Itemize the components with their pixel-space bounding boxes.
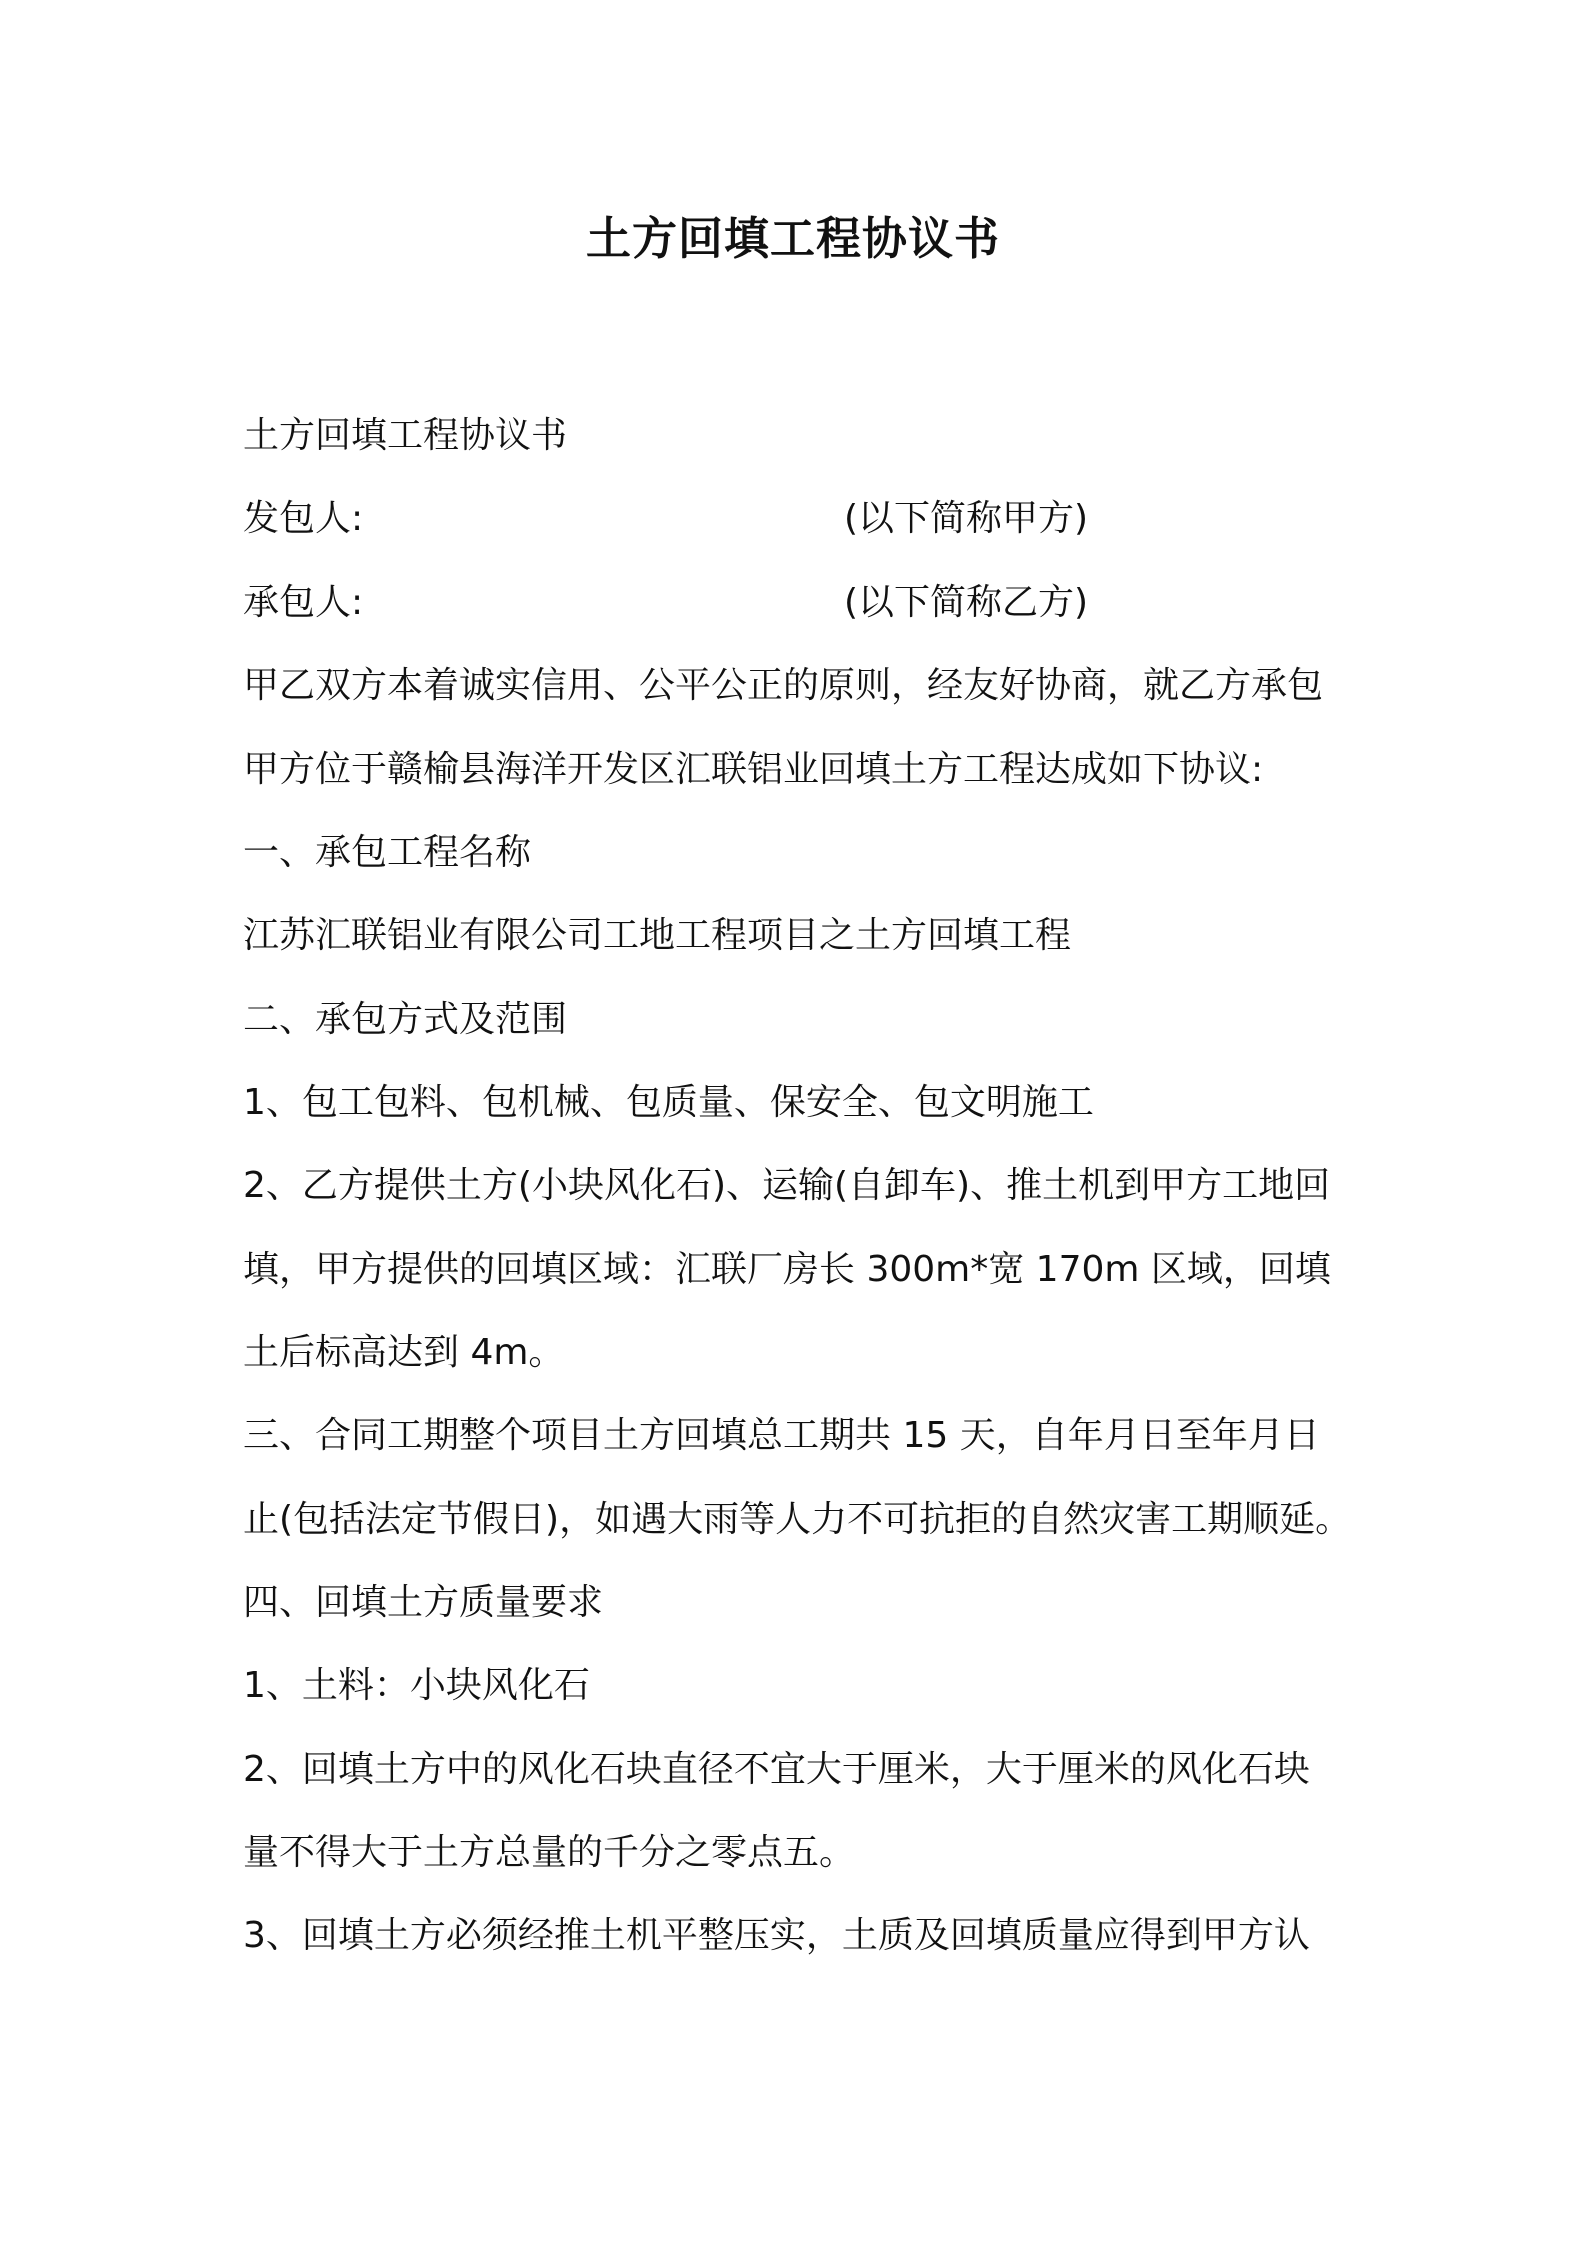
- body-line: 量不得大于土方总量的千分之零点五。: [243, 1832, 856, 1873]
- contractor-note: (以下简称乙方): [844, 582, 1089, 623]
- body-line: 填，甲方提供的回填区域：汇联厂房长 300m*宽 170m 区域，回填: [243, 1249, 1331, 1290]
- body-line: 3、回填土方必须经推土机平整压实，土质及回填质量应得到甲方认: [243, 1915, 1310, 1956]
- section-heading: 四、回填土方质量要求: [243, 1582, 604, 1623]
- body-line: 甲乙双方本着诚实信用、公平公正的原则，经友好协商，就乙方承包: [243, 665, 1324, 706]
- body-line: 1、包工包料、包机械、包质量、保安全、包文明施工: [243, 1082, 1094, 1123]
- body-line: 2、回填土方中的风化石块直径不宜大于厘米，大于厘米的风化石块: [243, 1749, 1310, 1790]
- contractor-line: [243, 581, 363, 624]
- employer-line: [243, 497, 363, 540]
- body-line: 1、土料：小块风化石: [243, 1665, 590, 1706]
- section-heading: 一、承包工程名称: [243, 832, 532, 873]
- body-line: 甲方位于赣榆县海洋开发区汇联铝业回填土方工程达成如下协议:: [243, 749, 1264, 790]
- employer-label: 发包人:: [243, 498, 364, 539]
- document-title: 土方回填工程协议书: [585, 212, 1000, 265]
- body-line: 江苏汇联铝业有限公司工地工程项目之土方回填工程: [243, 915, 1072, 956]
- contractor-label: 承包人:: [243, 582, 364, 623]
- employer-note: (以下简称甲方): [844, 498, 1089, 539]
- document-subtitle: 土方回填工程协议书: [243, 415, 568, 456]
- section-heading: 二、承包方式及范围: [243, 999, 568, 1040]
- body-line: 土后标高达到 4m。: [243, 1332, 565, 1373]
- section-heading: 三、合同工期整个项目土方回填总工期共 15 天，自年月日至年月日: [243, 1415, 1320, 1456]
- body-line: 止(包括法定节假日)，如遇大雨等人力不可抗拒的自然灾害工期顺延。: [243, 1499, 1352, 1540]
- body-line: 2、乙方提供土方(小块风化石)、运输(自卸车)、推土机到甲方工地回: [243, 1165, 1331, 1206]
